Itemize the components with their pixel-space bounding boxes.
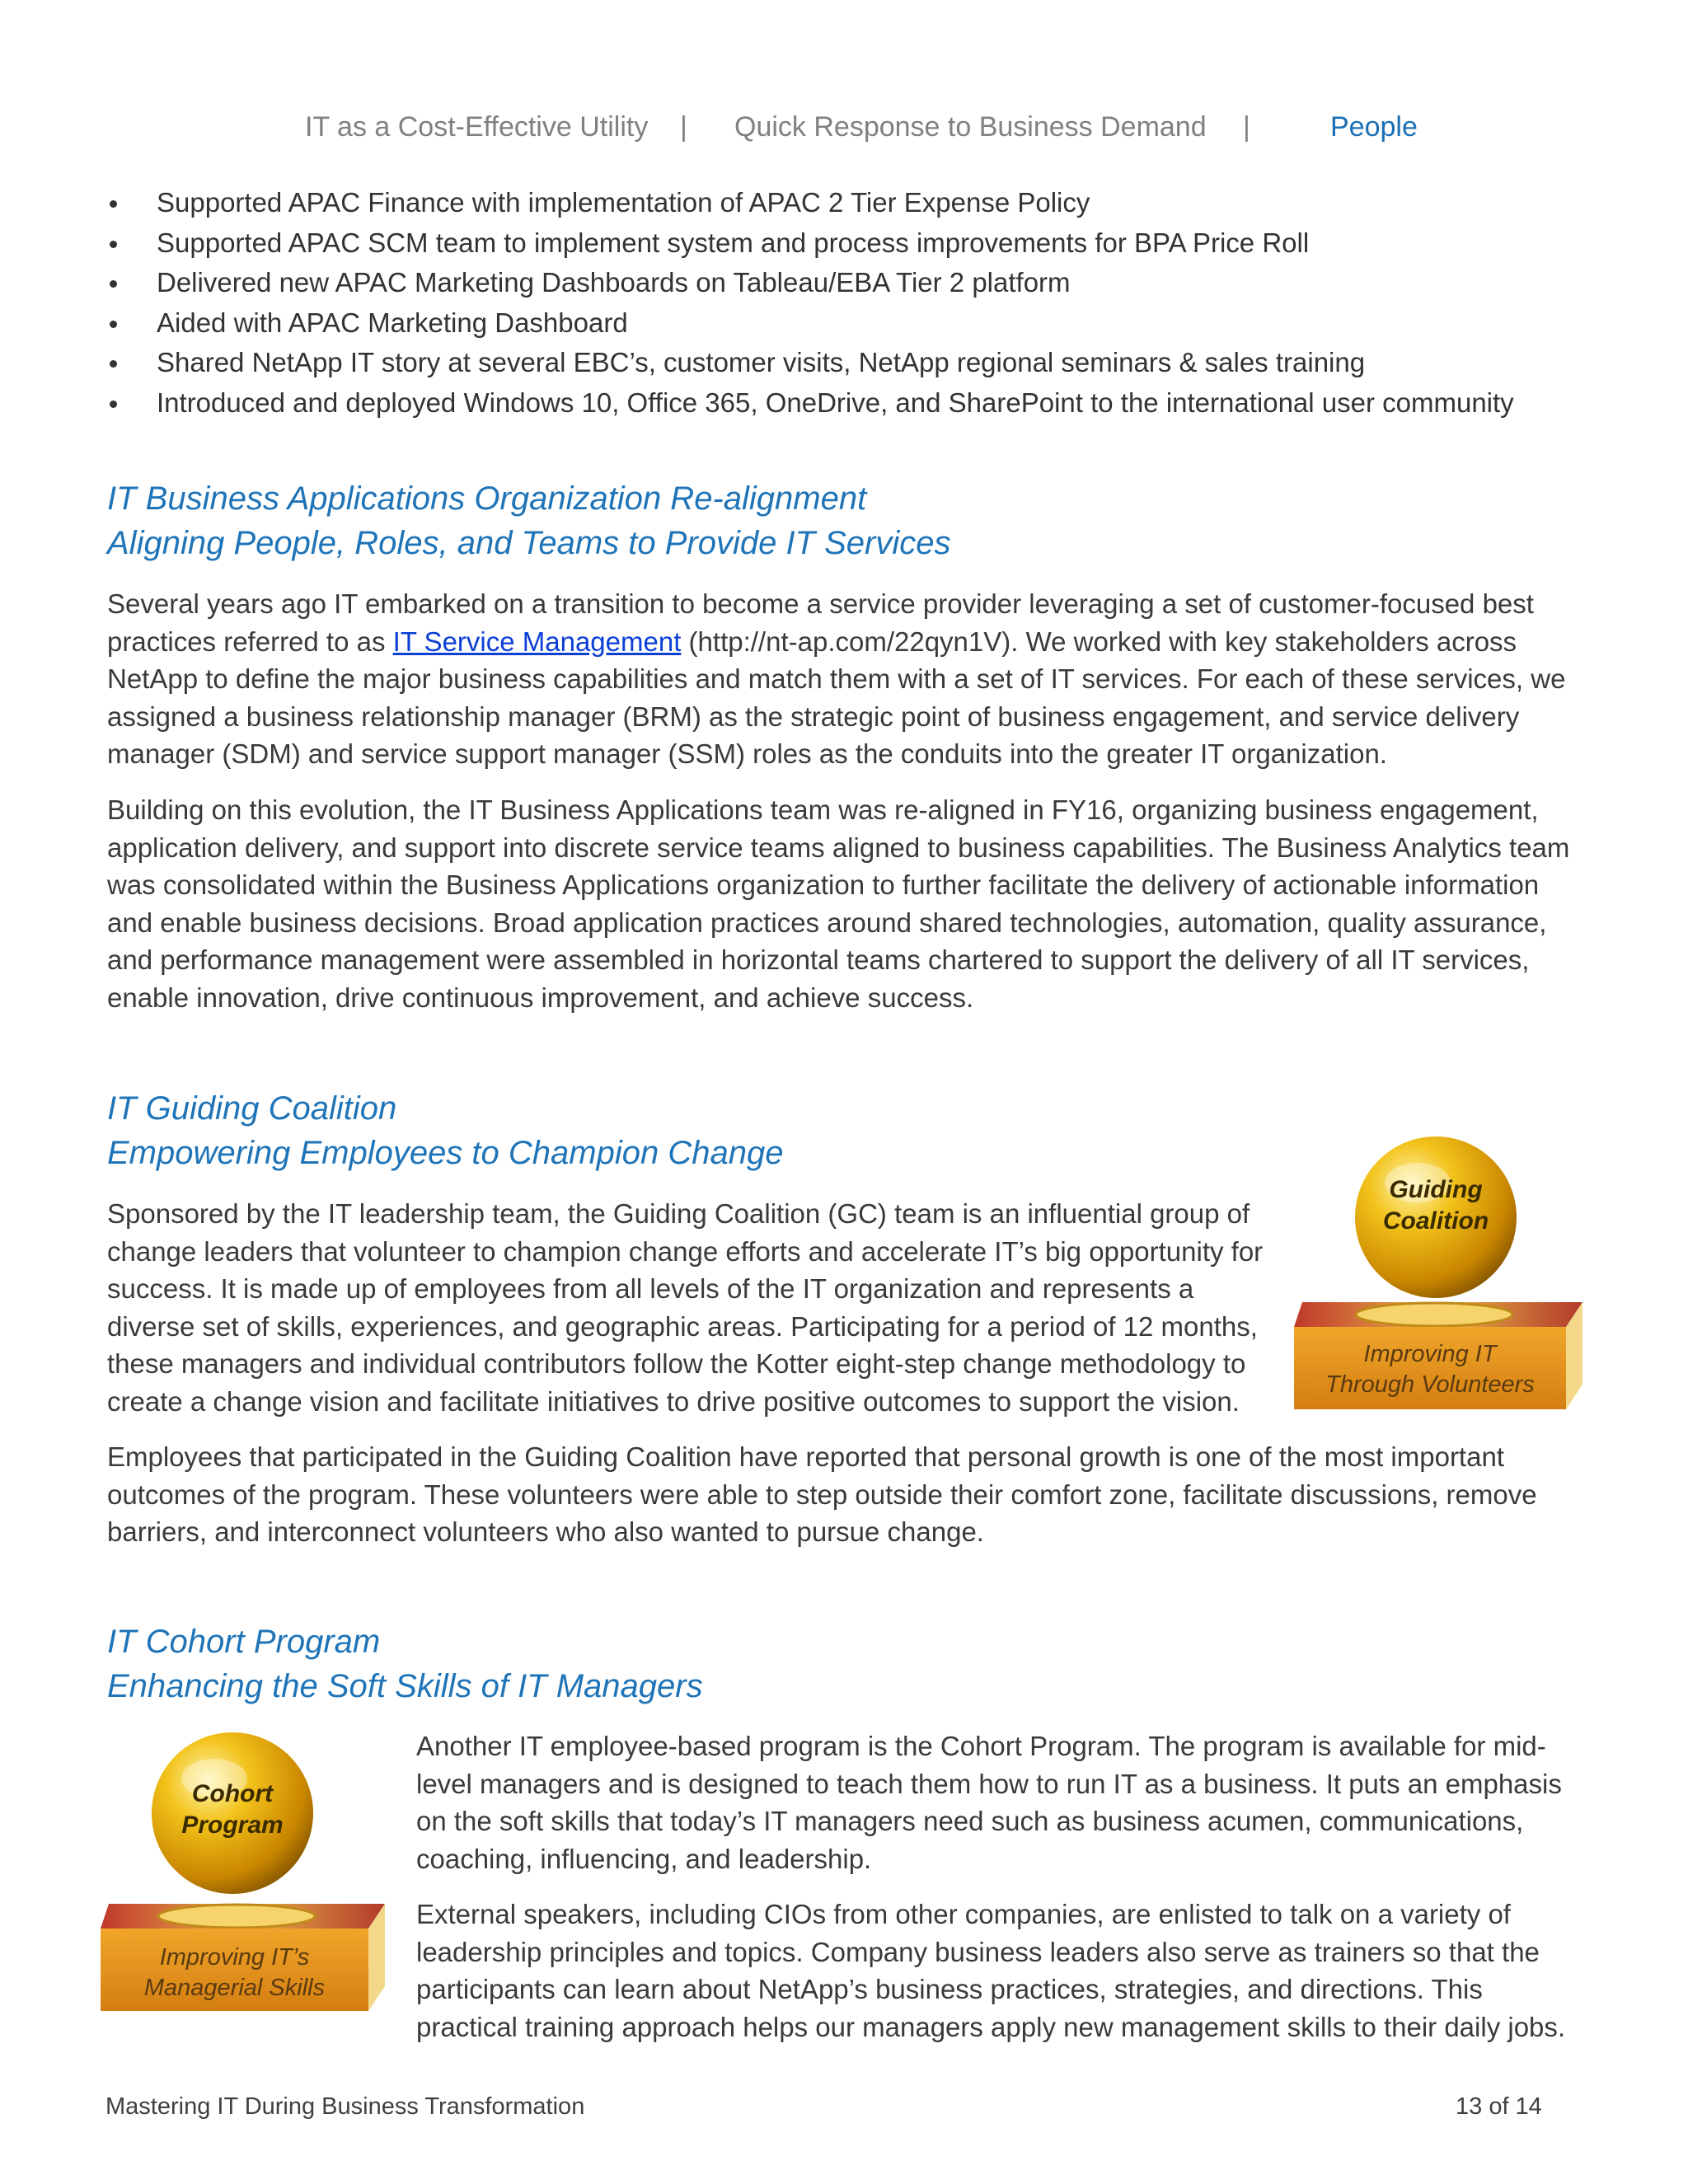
section-title: IT Business Applications Organization Re-alignment: [107, 480, 867, 517]
section-title: IT Cohort Program: [107, 1624, 381, 1660]
accomplishments-list: [107, 183, 1615, 424]
paragraph-text: Several years ago IT embarked on a transition to become a service provider leveraging a set of customer-focused best practices referred to as: [107, 588, 1534, 657]
footer-title: Mastering IT During Business Transformation: [106, 2093, 585, 2120]
section-subtitle: Empowering Employees to Champion Change: [107, 1135, 784, 1171]
paragraph-text: (http://nt-ap.com/22qyn1V). We worked with key stakeholders across NetApp to define the major business capabilities and match them with a set of IT services. For each of these services, we assigned a business relationship manager (BRM) as the strategic point of business engagement, and service delivery manager (SDM) and service support manager (SSM) roles as the conduits into the greater IT organization.: [107, 626, 1566, 769]
ball-label-line: Program: [181, 1811, 284, 1839]
list-item: Shared NetApp IT story at several EBC’s, customer visits, NetApp regional seminars & sales training: [107, 343, 1615, 383]
list-item: Delivered new APAC Marketing Dashboards on Tableau/EBA Tier 2 platform: [107, 263, 1615, 303]
box-label-line: Improving IT’s: [159, 1944, 310, 1971]
nav-item-people[interactable]: People: [1330, 111, 1418, 143]
list-item: Supported APAC Finance with implementation of APAC 2 Tier Expense Policy: [107, 183, 1615, 223]
page-number: 13 of 14: [1456, 2093, 1542, 2120]
list-item: Aided with APAC Marketing Dashboard: [107, 303, 1615, 344]
section-subtitle: Aligning People, Roles, and Teams to Provide IT Services: [107, 525, 951, 561]
guiding-coalition-graphic: [1294, 1125, 1591, 1413]
paragraph: Employees that participated in the Guiding Coalition have reported that personal growth is one of the most important outcomes of the program. These volunteers were able to step outside their comfort zone, facilitate discussions, remove barriers, and interconnect volunteers who also wanted to pursue change.: [107, 1441, 1537, 1547]
paragraph: Building on this evolution, the IT Business Applications team was re-aligned in FY16, organizing business engagement, application delivery, and support into discrete service teams aligned to business capabilities. The Business Analytics team was consolidated within the Business Applications organization to further facilitate the delivery of actionable information and enable business decisions. Broad application practices around shared technologies, automation, quality assurance, and performance management were assembled in horizontal teams chartered to support the delivery of all IT services, enable innovation, drive continuous improvement, and achieve success.: [107, 794, 1570, 1013]
section-title: IT Guiding Coalition: [107, 1090, 397, 1127]
paragraph: [107, 585, 1591, 773]
list-item: Supported APAC SCM team to implement system and process improvements for BPA Price Roll: [107, 223, 1615, 264]
ball-label: [150, 1779, 315, 1841]
box-label-line: Through Volunteers: [1325, 1371, 1535, 1398]
nav-separator: |: [680, 111, 687, 143]
cohort-program-graphic: [101, 1731, 389, 2015]
paragraph: Sponsored by the IT leadership team, the Guiding Coalition (GC) team is an influential group of change leaders that volunteer to champion change efforts and accelerate IT’s big opportunity for success. It is made up of employees from all levels of the IT organization and represents a diverse set of skills, experiences, and geographic areas. Participating for a period of 12 months, these managers and individual contributors follow the Kotter eight-step change methodology to create a change vision and facilitate initiatives to drive positive outcomes to support the vision.: [107, 1198, 1264, 1417]
nav-item-cost-effective-utility[interactable]: IT as a Cost-Effective Utility: [305, 111, 649, 143]
ball-label-line: Coalition: [1382, 1207, 1489, 1235]
section-nav: [0, 111, 1688, 152]
box-label-line: Managerial Skills: [143, 1975, 326, 2001]
nav-item-quick-response[interactable]: Quick Response to Business Demand: [734, 111, 1207, 143]
ball-label-line: Cohort: [191, 1780, 274, 1807]
box-label-line: Improving IT: [1363, 1341, 1497, 1367]
nav-separator: |: [1243, 111, 1250, 143]
box-label: [101, 1943, 368, 2004]
paragraph: Another IT employee-based program is the Cohort Program. The program is available for mid-level managers and is designed to teach them how to run IT as a business. It puts an emphasis on the soft skills that today’s IT managers need such as business acumen, communications, coaching, influencing, and leadership.: [416, 1731, 1562, 1874]
paragraph: External speakers, including CIOs from other companies, are enlisted to talk on a variety of leadership principles and topics. Company business leaders also serve as trainers so that the participants can learn about NetApp’s business practices, strategies, and directions. This practical training approach helps our managers apply new management skills to their daily jobs.: [416, 1899, 1566, 2042]
box-label: [1294, 1339, 1566, 1400]
section-subtitle: Enhancing the Soft Skills of IT Managers: [107, 1668, 703, 1704]
it-service-management-link[interactable]: IT Service Management: [392, 626, 682, 657]
ball-label-line: Guiding: [1389, 1176, 1483, 1203]
list-item: Introduced and deployed Windows 10, Office 365, OneDrive, and SharePoint to the international user community: [107, 383, 1615, 424]
ball-label: [1353, 1174, 1518, 1237]
